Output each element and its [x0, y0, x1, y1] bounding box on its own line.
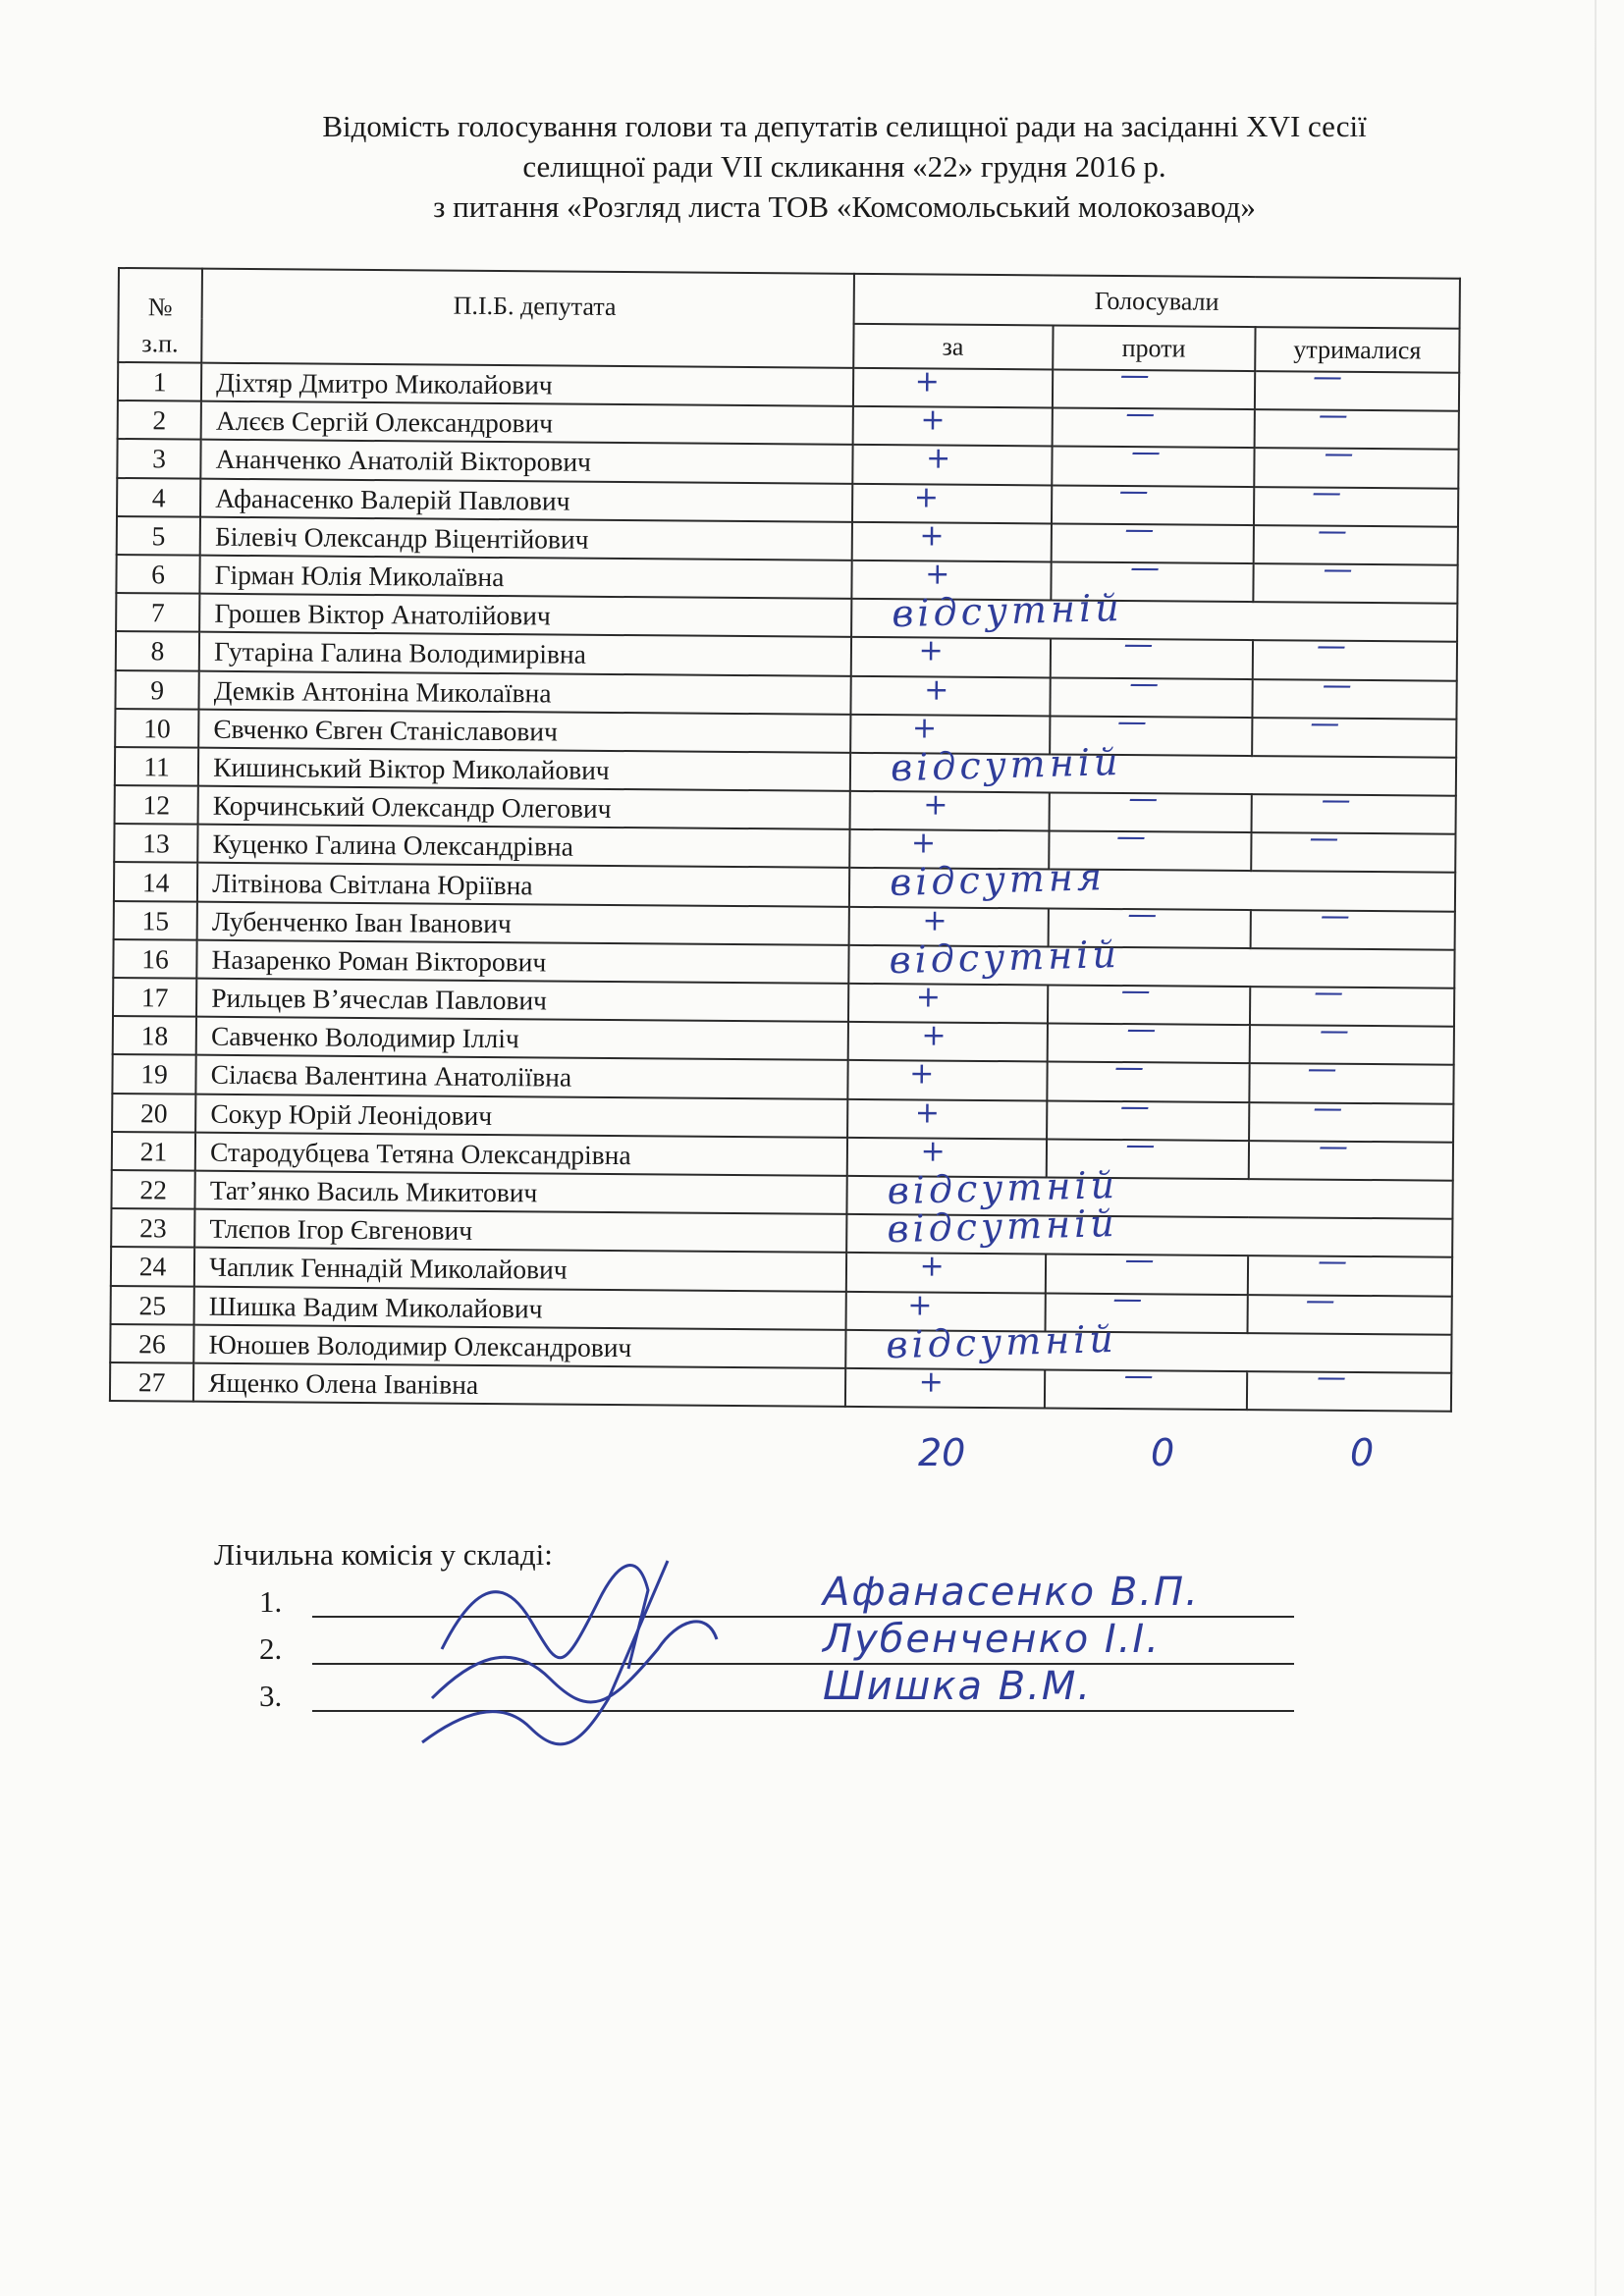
deputy-name: Демків Антоніна Миколаївна [199, 670, 851, 714]
vote-abstained-mark: — [1310, 706, 1340, 741]
vote-abstained-mark: — [1322, 667, 1352, 703]
vote-abstained-mark: — [1319, 1013, 1350, 1049]
vote-for-mark: + [924, 671, 949, 708]
vote-for-mark: + [925, 557, 950, 592]
vote-abstained-mark: — [1320, 898, 1350, 934]
vote-for-mark: + [921, 1018, 947, 1053]
row-number: 10 [115, 709, 198, 748]
vote-against-mark: — [1120, 974, 1151, 1009]
vote-for-mark: + [914, 1095, 941, 1131]
header-number [118, 268, 202, 363]
row-number: 19 [112, 1054, 195, 1094]
vote-for-mark: + [919, 1249, 945, 1284]
row-number: 11 [115, 747, 198, 786]
vote-against-cell [1052, 435, 1255, 487]
deputy-name: Гутаріна Галина Володимирівна [199, 632, 851, 675]
vote-against-cell [1045, 1243, 1248, 1295]
header-against: проти [1053, 326, 1256, 371]
vote-for-cell [850, 671, 1050, 716]
vote-abstained-cell [1255, 359, 1459, 411]
vote-abstained-cell [1249, 1091, 1453, 1143]
signature-stroke-2 [432, 1622, 717, 1702]
vote-for-mark: + [913, 479, 940, 515]
vote-for-mark: + [915, 980, 942, 1015]
vote-for-mark: + [920, 1134, 946, 1169]
member-number: 1. [259, 1584, 283, 1619]
row-number: 18 [113, 1016, 196, 1055]
title-line-3: з питання «Розгляд листа ТОВ «Комсомольський молокозавод» [433, 189, 1256, 224]
member-number: 3. [259, 1679, 283, 1713]
vote-abstained-cell [1251, 821, 1455, 873]
row-number: 16 [113, 939, 196, 979]
total-for: 20 [918, 1431, 966, 1474]
deputy-name: Сокур Юрій Леонідович [195, 1094, 847, 1137]
vote-for-mark: + [910, 826, 937, 861]
total-against: 0 [1151, 1431, 1175, 1474]
deputy-name: Шишка Вадим Миколайович [194, 1286, 846, 1329]
vote-abstained-cell [1253, 552, 1457, 604]
vote-against-mark: — [1119, 358, 1150, 394]
deputy-name: Корчинський Олександр Олегович [198, 786, 850, 829]
vote-against-mark: — [1125, 1127, 1156, 1163]
row-number: 5 [117, 516, 200, 556]
vote-abstained-mark: — [1316, 628, 1347, 665]
row-number: 8 [116, 631, 199, 670]
vote-abstained-cell [1254, 513, 1458, 565]
vote-abstained-mark: — [1324, 437, 1354, 472]
deputy-name: Афанасенко Валерій Павлович [200, 478, 852, 521]
deputy-name: Савченко Володимир Ілліч [196, 1017, 848, 1060]
deputy-name: Назаренко Роман Вікторович [196, 939, 848, 983]
vote-for-mark: + [914, 364, 940, 400]
vote-abstained-mark: — [1305, 1283, 1335, 1318]
row-number: 13 [114, 824, 197, 863]
vote-for-mark: + [923, 787, 948, 823]
row-number: 17 [113, 978, 196, 1017]
deputy-name: Євченко Євген Станіславович [198, 709, 850, 752]
vote-abstained-mark: — [1307, 1051, 1337, 1088]
vote-against-mark: — [1129, 551, 1161, 586]
vote-for-mark: + [920, 402, 946, 438]
vote-abstained-mark: — [1316, 1360, 1347, 1395]
vote-for-cell [850, 633, 1050, 677]
vote-abstained-mark: — [1317, 1244, 1348, 1280]
vote-for-mark: + [911, 711, 938, 746]
vote-for-mark: + [925, 441, 951, 477]
deputy-name: Сілаєва Валентина Анатоліївна [196, 1055, 848, 1098]
vote-against-mark: — [1128, 781, 1159, 817]
row-number: 15 [114, 901, 197, 940]
vote-against-mark: — [1130, 435, 1162, 470]
absent-note: відсутній [885, 1316, 1117, 1366]
vote-for-cell [852, 479, 1052, 523]
vote-abstained-mark: — [1312, 359, 1343, 395]
vote-abstained-cell [1249, 1051, 1453, 1103]
vote-for-mark: + [918, 1364, 944, 1400]
deputy-name: Алєєв Сергій Олександрович [201, 401, 853, 445]
vote-against-mark: — [1129, 666, 1160, 701]
vote-against-cell [1044, 1358, 1247, 1410]
absent-note: відсутній [890, 739, 1122, 790]
member-number: 2. [259, 1631, 283, 1666]
vote-abstained-cell [1251, 898, 1455, 950]
row-number: 22 [111, 1170, 194, 1209]
vote-against-mark: — [1124, 1243, 1155, 1278]
deputy-name: Літвінова Світлана Юріївна [197, 863, 849, 906]
vote-for-cell [847, 1056, 1047, 1100]
vote-abstained-cell [1247, 1360, 1451, 1412]
vote-for-mark: + [918, 633, 944, 668]
vote-for-cell [851, 518, 1051, 562]
vote-for-cell [848, 980, 1048, 1024]
deputy-name: Гірман Юлія Миколаївна [200, 556, 852, 599]
absent-note: відсутній [886, 1162, 1119, 1213]
header-number-abbr: з.п. [141, 329, 179, 358]
signature-stroke-3 [422, 1561, 668, 1744]
row-number: 7 [116, 593, 199, 632]
signature-stroke-1 [442, 1566, 648, 1669]
header-abstained: утрималися [1255, 328, 1459, 373]
total-abstained: 0 [1350, 1431, 1375, 1474]
vote-abstained-mark: — [1314, 975, 1344, 1010]
vote-for-cell [849, 787, 1049, 831]
vote-against-mark: — [1118, 473, 1149, 508]
vote-against-cell [1049, 781, 1252, 833]
vote-for-cell [847, 1095, 1047, 1139]
vote-abstained-cell [1253, 628, 1457, 680]
vote-for-mark: + [922, 903, 947, 938]
vote-against-cell [1050, 666, 1253, 718]
vote-abstained-mark: — [1317, 513, 1348, 549]
row-number: 2 [118, 400, 201, 440]
vote-abstained-mark: — [1323, 552, 1353, 587]
row-number: 24 [111, 1247, 194, 1286]
deputy-name: Кишинський Віктор Миколайович [198, 748, 850, 791]
row-number: 12 [115, 785, 198, 825]
vote-abstained-cell [1251, 782, 1455, 834]
row-number: 4 [117, 478, 200, 517]
deputy-name: Юношев Володимир Олександрович [193, 1324, 845, 1367]
vote-for-cell [853, 364, 1053, 408]
deputy-name: Ященко Олена Іванівна [193, 1363, 845, 1407]
vote-against-mark: — [1116, 704, 1148, 739]
deputy-name: Діхтяр Дмитро Миколайович [201, 363, 853, 406]
vote-abstained-cell [1250, 975, 1454, 1027]
vote-abstained-cell [1247, 1283, 1451, 1335]
deputy-name: Ананченко Анатолій Вікторович [200, 440, 852, 483]
vote-against-mark: — [1113, 1050, 1145, 1086]
row-number: 25 [111, 1285, 194, 1324]
vote-for-mark: + [919, 518, 945, 554]
vote-against-cell [1047, 1012, 1250, 1064]
vote-for-cell [852, 441, 1052, 485]
vote-against-mark: — [1125, 397, 1156, 432]
voting-table [109, 267, 1461, 1413]
row-number: 23 [111, 1208, 194, 1248]
member-handwritten-name: Афанасенко В.П. [823, 1570, 1200, 1615]
row-number: 26 [110, 1324, 193, 1363]
deputy-name: Білевіч Олександр Віцентійович [200, 516, 852, 560]
vote-abstained-mark: — [1321, 782, 1351, 818]
row-number: 6 [116, 555, 199, 594]
vote-abstained-cell [1249, 1129, 1453, 1181]
deputy-name: Лубенченко Іван Іванович [197, 901, 849, 944]
vote-against-mark: — [1123, 1358, 1154, 1394]
row-number: 20 [112, 1094, 195, 1133]
absent-note: відсутня [889, 855, 1107, 905]
vote-for-mark: + [909, 1056, 935, 1092]
vote-abstained-mark: — [1318, 1129, 1349, 1164]
header-voted: Голосували [853, 274, 1460, 329]
vote-abstained-cell [1254, 475, 1458, 527]
vote-for-cell [844, 1364, 1044, 1409]
row-number: 27 [110, 1362, 193, 1402]
row-number: 14 [114, 862, 197, 901]
header-number-symbol: № [147, 293, 173, 322]
commission-label: Лічильна комісія у складі: [214, 1537, 553, 1572]
vote-abstained-cell [1254, 437, 1458, 488]
vote-against-mark: — [1119, 1089, 1150, 1124]
row-number: 21 [112, 1132, 195, 1171]
title-line-2: селищної ради VII скликання «22» грудня 2016 р. [522, 149, 1166, 184]
title-line-1: Відомість голосування голови та депутатів селищної ради на засіданні XVI сесії [322, 109, 1367, 143]
vote-abstained-cell [1252, 667, 1456, 720]
absent-note: відсутній [888, 932, 1121, 983]
deputy-name: Стародубцева Тетяна Олександрівна [195, 1132, 847, 1175]
absent-note: відсутній [891, 586, 1123, 636]
row-number: 3 [117, 439, 200, 478]
member-handwritten-name: Лубенченко І.І. [823, 1617, 1161, 1662]
header-for: за [853, 324, 1053, 369]
vote-against-mark: — [1112, 1281, 1143, 1316]
deputy-name: Куценко Галина Олександрівна [197, 825, 849, 868]
vote-abstained-cell [1252, 706, 1456, 758]
vote-for-cell [845, 1249, 1045, 1293]
vote-abstained-cell [1255, 398, 1459, 450]
vote-for-mark: + [907, 1287, 933, 1323]
paper-edge [1595, 0, 1597, 2296]
member-handwritten-name: Шишка В.М. [823, 1664, 1093, 1709]
row-number: 9 [115, 669, 198, 709]
vote-abstained-cell [1250, 1013, 1454, 1065]
deputy-name: Тлєпов Ігор Євгенович [194, 1209, 846, 1253]
vote-abstained-cell [1248, 1244, 1452, 1296]
deputy-name: Чаплик Геннадій Миколайович [194, 1248, 846, 1291]
vote-against-mark: — [1123, 627, 1154, 663]
header-name: П.І.Б. депутата [201, 269, 853, 368]
document-title [147, 106, 1542, 227]
vote-abstained-mark: — [1312, 475, 1342, 510]
vote-for-cell [852, 402, 1052, 447]
deputy-name: Рильцев В’ячеслав Павлович [196, 979, 848, 1022]
vote-against-mark: — [1126, 1012, 1157, 1047]
row-number: 1 [118, 362, 201, 401]
vote-for-cell [847, 1018, 1047, 1062]
deputy-name: Тат’янко Василь Микитович [195, 1171, 847, 1214]
vote-against-mark: — [1124, 511, 1155, 548]
vote-against-mark: — [1115, 820, 1147, 855]
deputy-name: Грошев Віктор Анатолійович [199, 594, 851, 637]
vote-abstained-mark: — [1318, 398, 1348, 434]
vote-abstained-mark: — [1309, 821, 1339, 857]
handwritten-signatures [412, 1531, 825, 1757]
vote-abstained-mark: — [1313, 1091, 1343, 1126]
vote-against-mark: — [1127, 896, 1158, 932]
absent-note: відсутній [886, 1201, 1118, 1252]
